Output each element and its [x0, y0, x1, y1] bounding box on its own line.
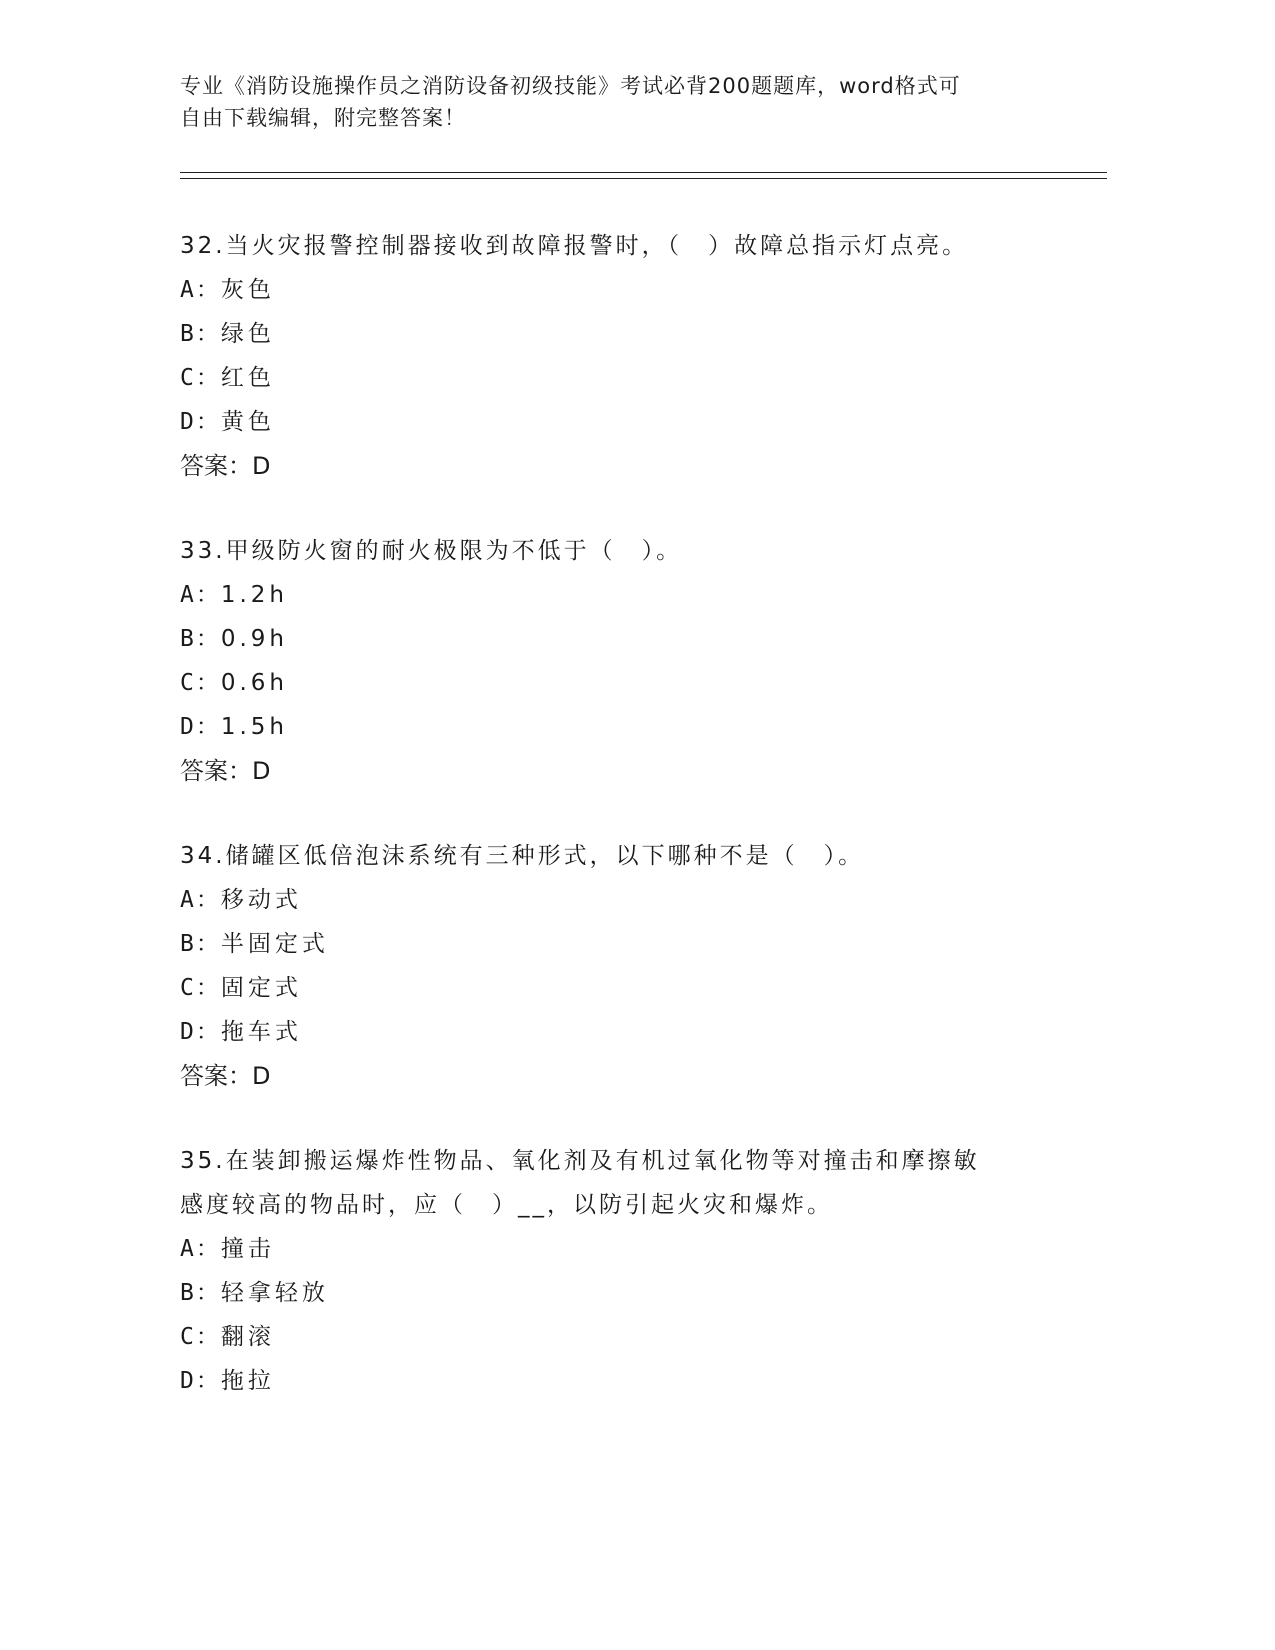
- answer-line: 答案：D: [180, 757, 271, 785]
- question-stem-line-2: 感度较高的物品时，应（ ）__，以防引起火灾和爆炸。: [180, 1192, 833, 1218]
- question-32: [180, 224, 1080, 488]
- question-34: [180, 834, 1080, 1098]
- option-text: 绿色: [220, 321, 275, 347]
- option-a: [180, 573, 1080, 617]
- option-key: D：: [180, 1368, 221, 1394]
- option-text: 轻拿轻放: [220, 1280, 329, 1306]
- header-divider-top: [180, 172, 1107, 173]
- option-key: A：: [180, 887, 221, 913]
- option-c: [180, 1315, 1080, 1359]
- option-key: C：: [180, 670, 221, 696]
- option-text: 红色: [220, 365, 275, 391]
- option-text: 黄色: [220, 409, 275, 435]
- header-line-1: 专业《消防设施操作员之消防设备初级技能》考试必背200题题库，word格式可: [180, 74, 961, 98]
- option-key: B：: [180, 626, 221, 652]
- option-key: C：: [180, 365, 221, 391]
- option-key: A：: [180, 1236, 221, 1262]
- question-stem: 33.甲级防火窗的耐火极限为不低于（ ）。: [180, 538, 683, 564]
- option-b: [180, 617, 1080, 661]
- question-stem: 32.当火灾报警控制器接收到故障报警时，（ ）故障总指示灯点亮。: [180, 233, 969, 259]
- option-d: [180, 1010, 1080, 1054]
- option-text: 1.2h: [220, 582, 289, 608]
- option-text: 拖车式: [220, 1019, 302, 1045]
- option-text: 0.9h: [220, 626, 289, 652]
- option-key: B：: [180, 1280, 221, 1306]
- option-text: 灰色: [220, 277, 275, 303]
- option-d: [180, 400, 1080, 444]
- option-key: D：: [180, 409, 221, 435]
- option-text: 固定式: [220, 975, 302, 1001]
- option-b: [180, 1271, 1080, 1315]
- option-c: [180, 966, 1080, 1010]
- option-a: [180, 1227, 1080, 1271]
- option-text: 0.6h: [220, 670, 289, 696]
- option-key: A：: [180, 277, 221, 303]
- option-text: 撞击: [220, 1236, 275, 1262]
- option-b: [180, 922, 1080, 966]
- answer-line: 答案：D: [180, 452, 271, 480]
- option-a: [180, 268, 1080, 312]
- header-line-2: 自由下载编辑，附完整答案！: [180, 106, 466, 130]
- option-key: B：: [180, 321, 221, 347]
- option-key: A：: [180, 582, 221, 608]
- option-c: [180, 356, 1080, 400]
- option-text: 1.5h: [220, 714, 289, 740]
- question-stem: 34.储罐区低倍泡沫系统有三种形式，以下哪种不是（ ）。: [180, 843, 865, 869]
- option-a: [180, 878, 1080, 922]
- option-text: 半固定式: [220, 931, 329, 957]
- option-key: B：: [180, 931, 221, 957]
- option-key: C：: [180, 1324, 221, 1350]
- header-divider-bottom: [180, 178, 1107, 179]
- option-text: 移动式: [220, 887, 302, 913]
- option-text: 翻滚: [220, 1324, 275, 1350]
- answer-line: 答案：D: [180, 1062, 271, 1090]
- option-d: [180, 1359, 1080, 1403]
- option-text: 拖拉: [220, 1368, 275, 1394]
- option-b: [180, 312, 1080, 356]
- document-header: [180, 70, 1060, 134]
- question-35: [180, 1139, 1080, 1403]
- option-c: [180, 661, 1080, 705]
- option-d: [180, 705, 1080, 749]
- option-key: C：: [180, 975, 221, 1001]
- question-33: [180, 529, 1080, 793]
- option-key: D：: [180, 1019, 221, 1045]
- question-stem-line-1: 35.在装卸搬运爆炸性物品、氧化剂及有机过氧化物等对撞击和摩擦敏: [180, 1148, 980, 1174]
- option-key: D：: [180, 714, 221, 740]
